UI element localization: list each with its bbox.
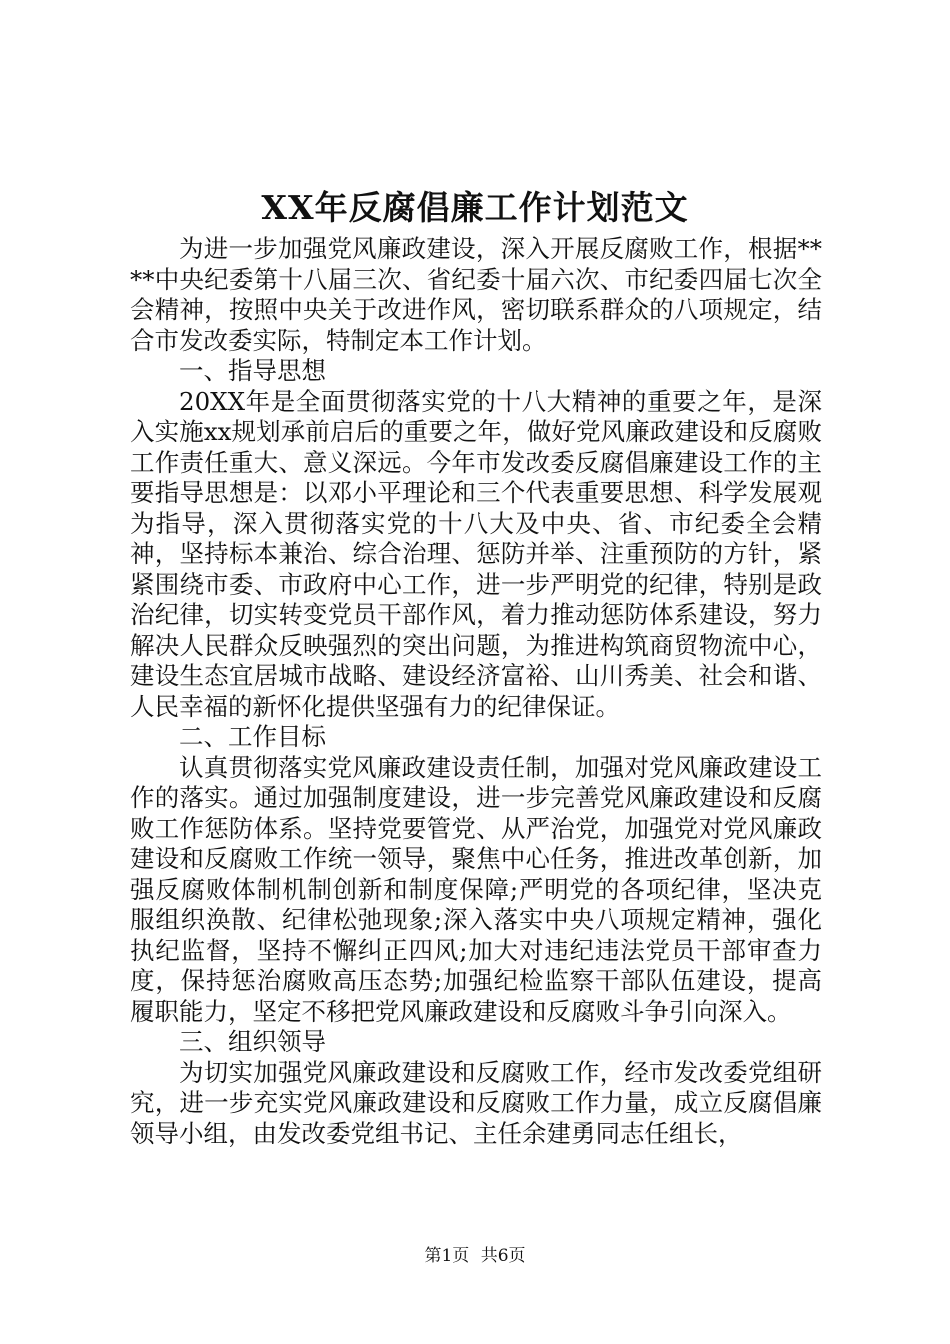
section-heading-guiding-ideology: 一、指导思想 — [179, 356, 326, 385]
page-total: 共6页 — [480, 1246, 526, 1266]
work-goals-paragraph: 认真贯彻落实党风廉政建设责任制，加强对党风廉政建设工作的落实。通过加强制度建设，进一步完善党风廉政建设和反腐败工作惩防体系。坚持党要管党、从严治党，加强党对党风廉政建设和反腐败工作统一领导，聚焦中心任务，推进改革创新，加强反腐败体制机制创新和制度保障;严明党的各项纪律，坚决克服组织涣散、纪律松弛现象;深入落实中央八项规定精神，强化执纪监督，坚持不懈纠正四风;加大对违纪违法党员干部审查力度，保持惩治腐败高压态势;加强纪检监察干部队伍建设，提高履职能力，坚定不移把党风廉政建设和反腐败斗争引向深入。 — [130, 752, 822, 1026]
page-footer — [0, 1244, 950, 1268]
guiding-ideology-paragraph: 20XX年是全面贯彻落实党的十八大精神的重要之年，是深入实施xx规划承前启后的重要之年，做好党风廉政建设和反腐败工作责任重大、意义深远。今年市发改委反腐倡廉建设工作的主要指导思想是：以邓小平理论和三个代表重要思想、科学发展观为指导，深入贯彻落实党的十八大及中央、省、市纪委全会精神，坚持标本兼治、综合治理、惩防并举、注重预防的方针，紧紧围绕市委、市政府中心工作，进一步严明党的纪律，特别是政治纪律，切实转变党员干部作风，着力推动惩防体系建设，努力解决人民群众反映强烈的突出问题，为推进构筑商贸物流中心，建设生态宜居城市战略、建设经济富裕、山川秀美、社会和谐、人民幸福的新怀化提供坚强有力的纪律保证。 — [130, 386, 822, 721]
page-number: 第1页 — [424, 1246, 470, 1266]
document-body — [130, 234, 822, 1149]
section-heading-organization: 三、组织领导 — [179, 1027, 326, 1056]
organization-paragraph: 为切实加强党风廉政建设和反腐败工作，经市发改委党组研究，进一步充实党风廉政建设和反腐败工作力量，成立反腐倡廉领导小组，由发改委党组书记、主任余建勇同志任组长， — [130, 1057, 822, 1148]
document-title: XX年反腐倡廉工作计划范文 — [261, 188, 689, 227]
intro-paragraph: 为进一步加强党风廉政建设，深入开展反腐败工作，根据****中央纪委第十八届三次、省纪委十届六次、市纪委四届七次全会精神，按照中央关于改进作风，密切联系群众的八项规定，结合市发改委实际，特制定本工作计划。 — [130, 234, 822, 355]
section-heading-work-goals: 二、工作目标 — [179, 722, 326, 751]
